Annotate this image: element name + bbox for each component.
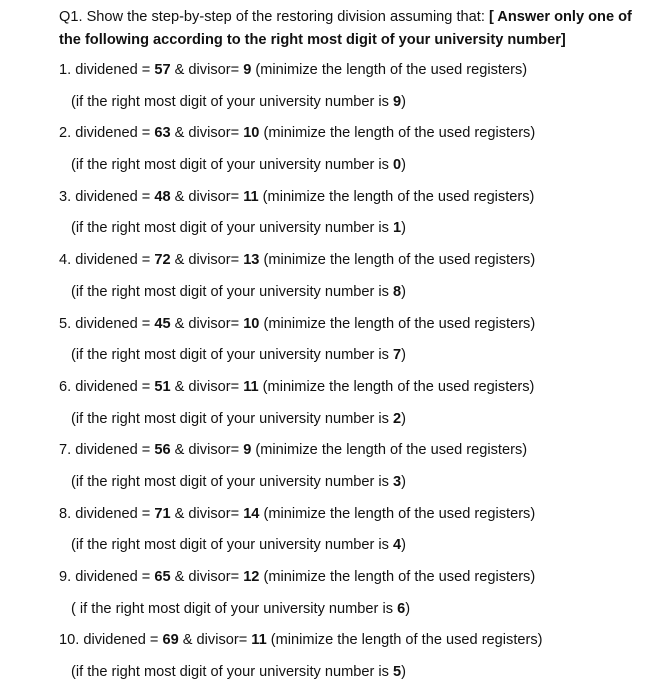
option-item [59, 440, 653, 472]
option-item [59, 630, 653, 662]
condition-digit: 3 [393, 473, 402, 490]
option-condition [59, 409, 653, 441]
condition-close: ) [401, 347, 406, 364]
question-title [59, 6, 639, 52]
option-condition [59, 599, 653, 631]
divisor-label: & divisor= [170, 505, 244, 522]
register-note: (minimize the length of the used registers) [266, 632, 543, 649]
option-condition [59, 155, 653, 187]
divisor-value: 9 [243, 62, 252, 78]
options-list [59, 60, 653, 694]
dividend-label: dividened = [75, 442, 155, 459]
divisor-label: & divisor= [170, 569, 244, 585]
option-number: 8. [59, 505, 76, 522]
register-note: (minimize the length of the used registers) [259, 252, 536, 269]
divisor-value: 13 [243, 252, 260, 269]
option-condition [59, 282, 653, 314]
option-condition [59, 345, 653, 377]
divisor-value: 12 [243, 569, 260, 585]
divisor-label: & divisor= [170, 378, 244, 395]
condition-digit: 5 [393, 664, 402, 681]
option-number: 6. [59, 378, 76, 395]
dividend-value: 69 [162, 632, 179, 649]
divisor-value: 14 [243, 505, 260, 522]
dividend-label: dividened = [75, 505, 155, 522]
condition-digit: 2 [393, 410, 402, 427]
divisor-value: 11 [243, 188, 259, 205]
option-condition [59, 662, 653, 694]
condition-close: ) [401, 410, 406, 427]
divisor-label: & divisor= [170, 62, 244, 78]
register-note: (minimize the length of the used registers) [259, 505, 536, 522]
dividend-label: dividened = [83, 632, 163, 649]
condition-text: (if the right most digit of your university number is [71, 664, 393, 681]
dividend-value: 71 [154, 505, 171, 522]
condition-digit: 8 [393, 283, 402, 300]
condition-text: (if the right most digit of your university number is [71, 473, 393, 490]
register-note: (minimize the length of the used registers) [259, 125, 536, 142]
option-number: 9. [59, 569, 76, 585]
condition-close: ) [401, 157, 406, 174]
condition-text: (if the right most digit of your university number is [71, 220, 393, 237]
condition-close: ) [405, 600, 411, 617]
condition-close: ) [401, 537, 406, 554]
question-prefix: Q1. Show the step-by-step of the restoring division assuming that: [59, 9, 489, 25]
divisor-value: 10 [243, 125, 260, 142]
condition-text: (if the right most digit of your university number is [71, 410, 393, 427]
option-item [59, 250, 653, 282]
option-item [59, 60, 653, 92]
condition-text: (if the right most digit of your university number is [71, 537, 393, 554]
dividend-value: 65 [154, 569, 171, 585]
option-item [59, 567, 653, 599]
register-note: (minimize the length of the used registers) [259, 569, 536, 585]
option-condition [59, 218, 653, 250]
condition-digit: 7 [393, 347, 402, 364]
dividend-value: 72 [154, 252, 171, 269]
dividend-label: dividened = [75, 188, 155, 205]
condition-close: ) [401, 93, 406, 110]
dividend-value: 57 [154, 62, 171, 78]
divisor-label: & divisor= [170, 442, 244, 459]
dividend-value: 51 [154, 378, 171, 395]
divisor-label: & divisor= [170, 252, 244, 269]
register-note: (minimize the length of the used registers) [251, 442, 528, 459]
register-note: (minimize the length of the used registers) [259, 315, 536, 332]
condition-digit: 4 [393, 537, 402, 554]
condition-text: (if the right most digit of your university number is [71, 157, 393, 174]
divisor-value: 11 [251, 632, 267, 649]
condition-text: (if the right most digit of your university number is [71, 347, 393, 364]
dividend-value: 45 [154, 315, 171, 332]
option-item [59, 123, 653, 155]
dividend-value: 48 [154, 188, 171, 205]
condition-text: (if the right most digit of your university number is [71, 283, 393, 300]
divisor-value: 11 [243, 378, 259, 395]
register-note: (minimize the length of the used registers) [251, 62, 528, 78]
option-item [59, 377, 653, 409]
condition-close: ) [401, 473, 406, 490]
option-number: 5. [59, 315, 76, 332]
divisor-value: 9 [243, 442, 252, 459]
register-note: (minimize the length of the used registers) [258, 188, 535, 205]
dividend-label: dividened = [75, 125, 155, 142]
option-number: 1. [59, 62, 76, 78]
question-instruction: [ Answer only one of the following according to the right most digit of your university number] [59, 9, 632, 48]
dividend-label: dividened = [75, 569, 155, 585]
divisor-label: & divisor= [170, 125, 244, 142]
dividend-value: 63 [154, 125, 171, 142]
option-number: 4. [59, 252, 76, 269]
divisor-label: & divisor= [170, 315, 244, 332]
dividend-label: dividened = [75, 252, 155, 269]
option-item [59, 314, 653, 346]
option-condition [59, 92, 653, 124]
condition-text: (if the right most digit of your university number is [71, 93, 393, 110]
condition-close: ) [401, 220, 406, 237]
dividend-value: 56 [154, 442, 171, 459]
condition-close: ) [401, 283, 406, 300]
register-note: (minimize the length of the used registers) [258, 378, 535, 395]
option-item [59, 187, 653, 219]
divisor-value: 10 [243, 315, 260, 332]
option-item [59, 504, 653, 536]
dividend-label: dividened = [75, 378, 155, 395]
condition-text: ( if the right most digit of your university number is [71, 600, 398, 617]
option-number: 2. [59, 125, 76, 142]
divisor-label: & divisor= [170, 188, 244, 205]
condition-digit: 6 [397, 600, 406, 617]
condition-digit: 9 [393, 93, 402, 110]
condition-digit: 0 [393, 157, 402, 174]
dividend-label: dividened = [75, 315, 155, 332]
option-number: 10. [59, 632, 84, 649]
divisor-label: & divisor= [178, 632, 252, 649]
condition-digit: 1 [393, 220, 402, 237]
option-number: 7. [59, 442, 76, 459]
condition-close: ) [401, 664, 406, 681]
option-condition [59, 535, 653, 567]
dividend-label: dividened = [75, 62, 155, 78]
option-condition [59, 472, 653, 504]
option-number: 3. [59, 188, 76, 205]
